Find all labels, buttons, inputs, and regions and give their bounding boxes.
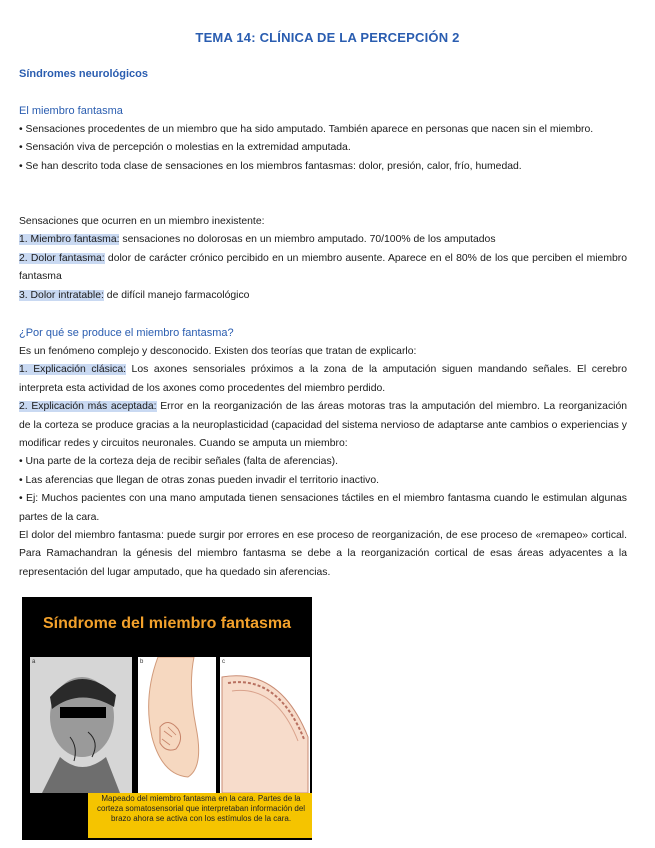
sensations-intro: Sensaciones que ocurren en un miembro inexistente: xyxy=(19,216,265,227)
phantom-limb-figure xyxy=(22,597,312,840)
subheading-why: ¿Por qué se produce el miembro fantasma? xyxy=(19,327,234,339)
figure-title: Síndrome del miembro fantasma xyxy=(42,615,292,632)
explanation-accepted: 2. Explicación más aceptada: Error en la reorganización de las áreas motoras tras la amputación del miembro. La reorganización de la corteza se produce gracias a la neuroplasticidad (capacidad del sistema nervioso de adaptarse ante cambios o experiencias y modificar redes y circuitos neuronales. Cuando se amputa un miembro: xyxy=(19,401,628,450)
closing-paragraph: El dolor del miembro fantasma: puede surgir por errores en ese proceso de reorganización, de ese proceso de «remapeo» cortical. Para Ramachandran la génesis del miembro fantasma se debe a la reorganización cortical de esas áreas adyacentes a la representación del lugar amputado, que ha quedado sin aferencias. xyxy=(19,530,627,578)
explanations-intro: Es un fenómeno complejo y desconocido. Existen dos teorías que tratan de explicarlo: xyxy=(19,346,417,357)
page-title: TEMA 14: CLÍNICA DE LA PERCEPCIÓN 2 xyxy=(195,30,460,45)
highlight-term: 1. Explicación clásica: xyxy=(19,364,126,376)
panel-label-b: b xyxy=(140,659,144,665)
highlight-term: 1. Miembro fantasma: xyxy=(19,234,120,246)
sensation-item: 1. Miembro fantasma: sensaciones no dolorosas en un miembro amputado. 70/100% de los amputados xyxy=(19,234,496,246)
panel-label-a: a xyxy=(32,659,36,665)
sensation-item: 3. Dolor intratable: de difícil manejo farmacológico xyxy=(19,289,250,301)
highlight-term: 2. Explicación más aceptada: xyxy=(19,401,157,413)
explanation-classic: 1. Explicación clásica: Los axones sensoriales próximos a la zona de la amputación siguen mandando señales. El cerebro interpreta esta actividad de los axones como procedentes del miembro perdido. xyxy=(19,364,627,394)
arm-stump-panel xyxy=(138,657,216,793)
sensation-item: 2. Dolor fantasma: dolor de carácter crónico percibido en un miembro ausente. Aparece en el 80% de los que perciben el miembro fantasma xyxy=(19,252,627,283)
sensations-list xyxy=(19,213,627,305)
bullets-phantom-limb xyxy=(19,121,627,176)
bullet-item: • Se han descrito toda clase de sensaciones en los miembros fantasmas: dolor, presión, calor, frío, humedad. xyxy=(19,160,522,172)
bullet-item: • Sensaciones procedentes de un miembro que ha sido amputado. También aparece en personas que nacen sin el miembro. xyxy=(19,124,594,135)
bullet-item: • Sensación viva de percepción o molestias en la extremidad amputada. xyxy=(19,142,351,154)
face-illustration xyxy=(30,657,132,793)
arm-illustration xyxy=(138,657,216,793)
section-heading: Síndromes neurológicos xyxy=(19,68,148,80)
figure-caption: Mapeado del miembro fantasma en la cara. Partes de la corteza somatosensorial que interpretaban información del brazo ahora se activa con los estímulos de la cara. xyxy=(88,793,312,838)
bullet-item: • Ej: Muchos pacientes con una mano amputada tienen sensaciones táctiles en el miembro fantasma cuando le estimulan algunas partes de la cara. xyxy=(19,493,627,523)
subheading-phantom-limb: El miembro fantasma xyxy=(19,105,123,117)
bullet-item: • Una parte de la corteza deja de recibir señales (falta de aferencias). xyxy=(19,456,338,468)
panel-label-c: c xyxy=(222,659,225,665)
highlight-term: 2. Dolor fantasma: xyxy=(19,252,105,264)
bullet-item: • Las aferencias que llegan de otras zonas pueden invadir el territorio inactivo. xyxy=(19,474,380,486)
cortex-panel xyxy=(220,657,310,793)
explanations xyxy=(19,343,627,582)
highlight-term: 3. Dolor intratable: xyxy=(19,289,104,301)
cortex-illustration xyxy=(220,657,310,793)
face-photo-panel xyxy=(30,657,132,793)
